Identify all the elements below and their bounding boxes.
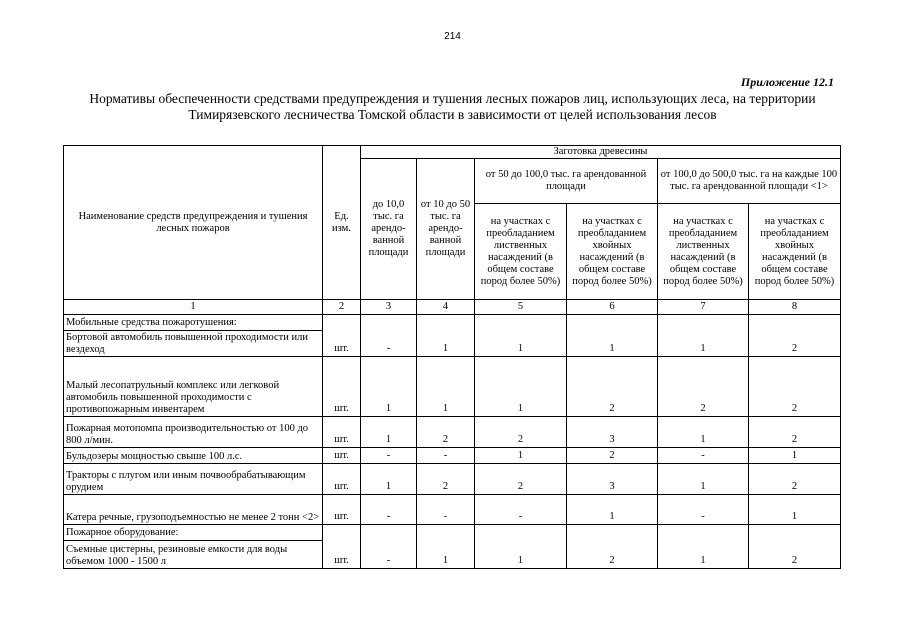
header-col6: на участках с преобладанием хвойных насаждений (в общем составе пород более 50%) bbox=[567, 204, 658, 300]
row-name: Съемные цистерны, резиновые емкости для воды объемом 1000 - 1500 л bbox=[64, 541, 323, 569]
appendix-label: Приложение 12.1 bbox=[740, 75, 834, 89]
header-group-logging: Заготовка древесины bbox=[361, 146, 841, 159]
value-cell: 1 bbox=[361, 464, 417, 495]
value-cell: 2 bbox=[567, 357, 658, 417]
page-number: 214 bbox=[444, 31, 461, 42]
row-name: Тракторы с плугом или иным почвообрабатывающим орудием bbox=[64, 464, 323, 495]
value-cell: 1 bbox=[658, 464, 749, 495]
value-cell: 1 bbox=[361, 417, 417, 448]
value-cell: - bbox=[361, 495, 417, 525]
value-cell: 2 bbox=[567, 448, 658, 464]
document-title: Нормативы обеспеченности средствами предупреждения и тушения лесных пожаров лиц, использующих леса, на территории Тимирязевского лесничества Томской области в зависимости от целей использования лесов bbox=[89, 91, 816, 122]
value-cell: - bbox=[361, 315, 417, 357]
value-cell: 1 bbox=[475, 357, 567, 417]
column-number: 1 bbox=[64, 300, 323, 315]
column-number: 5 bbox=[475, 300, 567, 315]
value-cell: 1 bbox=[417, 525, 475, 569]
value-cell: - bbox=[361, 525, 417, 569]
column-number: 4 bbox=[417, 300, 475, 315]
header-col5: на участках с преобладанием лиственных насаждений (в общем составе пород более 50%) bbox=[475, 204, 567, 300]
value-cell: 1 bbox=[475, 525, 567, 569]
column-number: 3 bbox=[361, 300, 417, 315]
value-cell: 1 bbox=[417, 315, 475, 357]
value-cell: 1 bbox=[567, 495, 658, 525]
value-cell: 1 bbox=[658, 525, 749, 569]
value-cell: 1 bbox=[417, 357, 475, 417]
value-cell: 1 bbox=[361, 357, 417, 417]
unit-cell: шт. bbox=[323, 417, 361, 448]
column-number: 8 bbox=[749, 300, 841, 315]
unit-cell: шт. bbox=[323, 357, 361, 417]
header-col7: на участках с преобладанием лиственных насаждений (в общем составе пород более 50%) bbox=[658, 204, 749, 300]
column-number: 6 bbox=[567, 300, 658, 315]
value-cell: - bbox=[658, 448, 749, 464]
column-number: 2 bbox=[323, 300, 361, 315]
row-name: Бульдозеры мощностью свыше 100 л.с. bbox=[64, 448, 323, 464]
value-cell: 2 bbox=[417, 464, 475, 495]
value-cell: 1 bbox=[749, 448, 841, 464]
value-cell: 1 bbox=[475, 448, 567, 464]
column-number-row bbox=[64, 300, 841, 315]
section-row bbox=[64, 525, 841, 541]
header-group-50-100: от 50 до 100,0 тыс. га арендованной площади bbox=[475, 159, 658, 204]
row-name: Пожарная мотопомпа производительностью от 100 до 800 л/мин. bbox=[64, 417, 323, 448]
section-row bbox=[64, 315, 841, 331]
header-col8: на участках с преобладанием хвойных насаждений (в общем составе пород более 50%) bbox=[749, 204, 841, 300]
value-cell: 3 bbox=[567, 417, 658, 448]
value-cell: 2 bbox=[658, 357, 749, 417]
value-cell: 2 bbox=[749, 464, 841, 495]
unit-cell: шт. bbox=[323, 315, 361, 357]
table-row bbox=[64, 495, 841, 525]
unit-cell: шт. bbox=[323, 464, 361, 495]
value-cell: - bbox=[658, 495, 749, 525]
column-number: 7 bbox=[658, 300, 749, 315]
value-cell: 2 bbox=[749, 417, 841, 448]
unit-cell: шт. bbox=[323, 448, 361, 464]
header-group-100-500: от 100,0 до 500,0 тыс. га на каждые 100 тыс. га арендованной площади <1> bbox=[658, 159, 841, 204]
value-cell: 2 bbox=[749, 315, 841, 357]
value-cell: 1 bbox=[475, 315, 567, 357]
table-row bbox=[64, 448, 841, 464]
row-name: Катера речные, грузоподъемностью не менее 2 тонн <2> bbox=[64, 495, 323, 525]
value-cell: 3 bbox=[567, 464, 658, 495]
value-cell: - bbox=[417, 448, 475, 464]
unit-cell: шт. bbox=[323, 525, 361, 569]
value-cell: 2 bbox=[749, 525, 841, 569]
norms-table bbox=[63, 145, 841, 569]
value-cell: - bbox=[361, 448, 417, 464]
value-cell: 2 bbox=[475, 417, 567, 448]
table-row bbox=[64, 464, 841, 495]
value-cell: 2 bbox=[749, 357, 841, 417]
value-cell: 2 bbox=[475, 464, 567, 495]
header-col4: от 10 до 50 тыс. га арендо-ванной площади bbox=[417, 159, 475, 300]
value-cell: 2 bbox=[567, 525, 658, 569]
value-cell: 1 bbox=[658, 417, 749, 448]
row-name: Бортовой автомобиль повышенной проходимости или вездеход bbox=[64, 331, 323, 357]
row-name: Малый лесопатрульный комплекс или легковой автомобиль повышенной проходимости с противопожарным инвентарем bbox=[64, 357, 323, 417]
table-row bbox=[64, 417, 841, 448]
value-cell: - bbox=[475, 495, 567, 525]
value-cell: 1 bbox=[658, 315, 749, 357]
table-row bbox=[64, 357, 841, 417]
value-cell: 2 bbox=[417, 417, 475, 448]
header-name: Наименование средств предупреждения и тушения лесных пожаров bbox=[64, 146, 323, 300]
value-cell: - bbox=[417, 495, 475, 525]
section-title: Пожарное оборудование: bbox=[64, 525, 323, 541]
section-title: Мобильные средства пожаротушения: bbox=[64, 315, 323, 331]
header-col3: до 10,0 тыс. га арендо-ванной площади bbox=[361, 159, 417, 300]
header-unit: Ед. изм. bbox=[323, 146, 361, 300]
value-cell: 1 bbox=[749, 495, 841, 525]
unit-cell: шт. bbox=[323, 495, 361, 525]
value-cell: 1 bbox=[567, 315, 658, 357]
